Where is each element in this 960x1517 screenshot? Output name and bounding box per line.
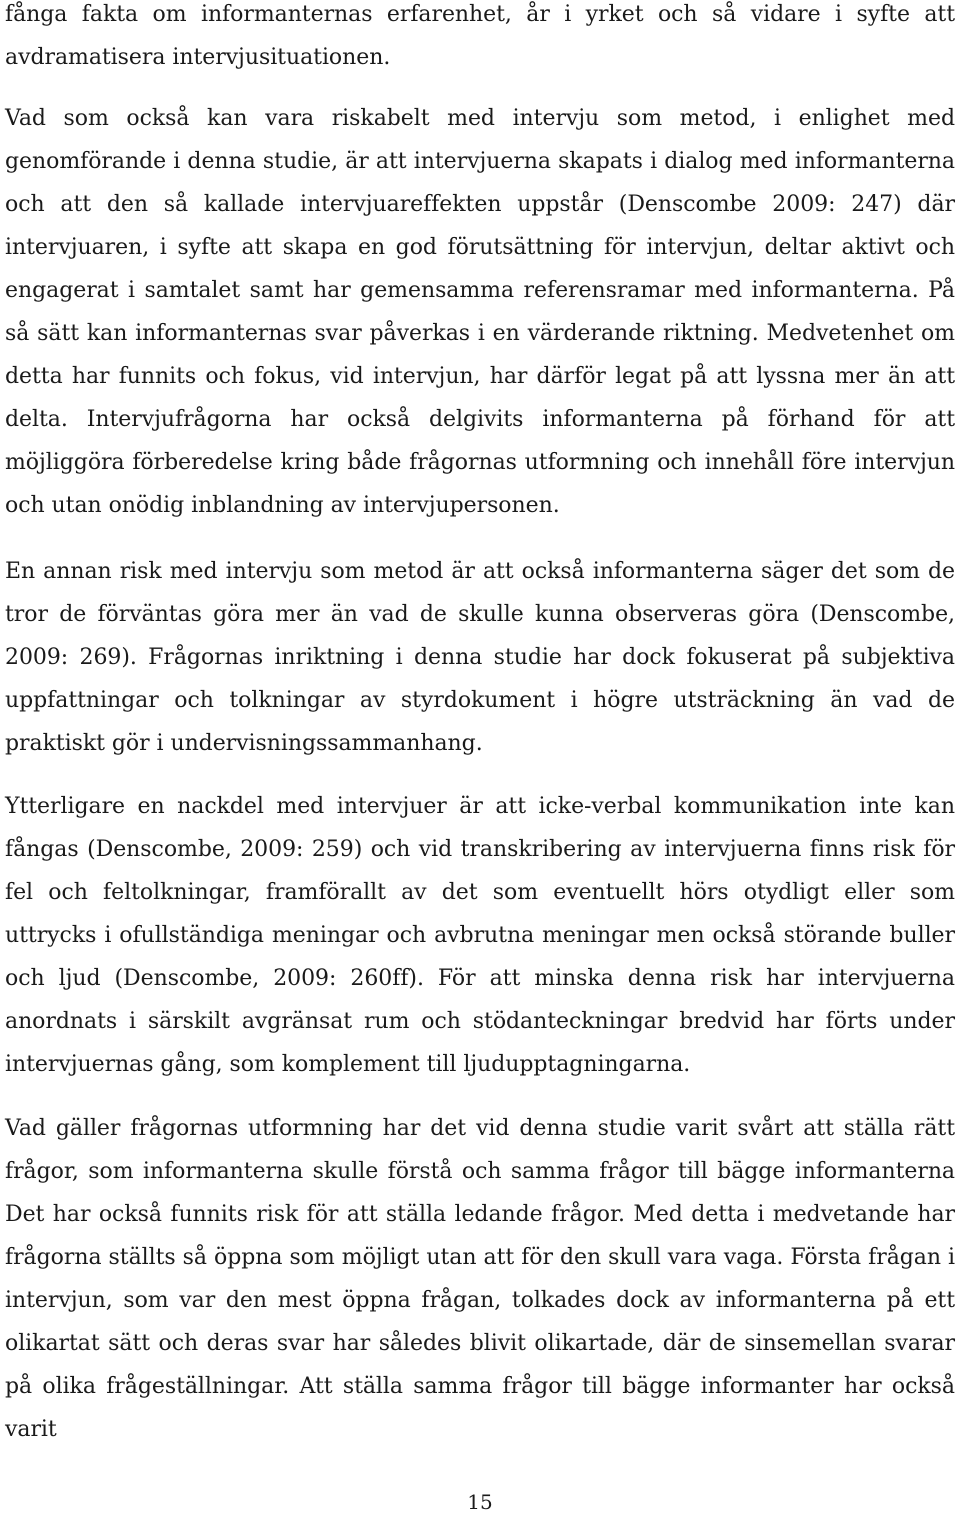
page-number: 15	[467, 1490, 493, 1514]
paragraph-continuation: fånga fakta om informanternas erfarenhet, år i yrket och så vidare i syfte att avdramatisera intervjusituationen.	[5, 2, 955, 70]
paragraph-nonverbal: Ytterligare en nackdel med intervjuer är att icke-verbal kommunikation inte kan fångas (Denscombe, 2009: 259) och vid transkribering av intervjuerna finns risk för fel och feltolkningar, framförallt av det som eventuellt hörs otydligt eller som uttrycks i ofullständiga meningar och avbrutna meningar men också störande buller och ljud (Denscombe, 2009: 260ff). För att minska denna risk har intervjuerna anordnats i särskilt avgränsat rum och stödanteckningar bredvid har förts under intervjuernas gång, som komplement till ljudupptagningarna.	[5, 794, 955, 1077]
paragraph-expected-answers: En annan risk med intervju som metod är att också informanterna säger det som de tror de förväntas göra mer än vad de skulle kunna observeras göra (Denscombe, 2009: 269). Frågornas inriktning i denna studie har dock fokuserat på subjektiva uppfattningar och tolkningar av styrdokument i högre utsträckning än vad de praktiskt gör i undervisningssammanhang.	[5, 559, 955, 756]
paragraph-interviewer-effect: Vad som också kan vara riskabelt med intervju som metod, i enlighet med genomförande i denna studie, är att intervjuerna skapats i dialog med informanterna och att den så kallade intervjuareffekten uppstår (Denscombe 2009: 247) där intervjuaren, i syfte att skapa en god förutsättning för intervjun, deltar aktivt och engagerat i samtalet samt har gemensamma referensramar med informanterna. På så sätt kan informanternas svar påverkas i en värderande riktning. Medvetenhet om detta har funnits och fokus, vid intervjun, har därför legat på att lyssna mer än att delta. Intervjufrågorna har också delgivits informanterna på förhand för att möjliggöra förberedelse kring både frågornas utformning och innehåll före intervjun och utan onödig inblandning av intervjupersonen.	[5, 106, 955, 518]
paragraph-question-design: Vad gäller frågornas utformning har det vid denna studie varit svårt att ställa rätt frågor, som informanterna skulle förstå och samma frågor till bägge informanterna Det har också funnits risk för att ställa ledande frågor. Med detta i medvetande har frågorna ställts så öppna som möjligt utan att för den skull vara vaga. Första frågan i intervjun, som var den mest öppna frågan, tolkades dock av informanterna på ett olikartat sätt och deras svar har således blivit olikartade, där de sinsemellan svarar på olika frågeställningar. Att ställa samma frågor till bägge informanter har också varit	[5, 1116, 955, 1442]
